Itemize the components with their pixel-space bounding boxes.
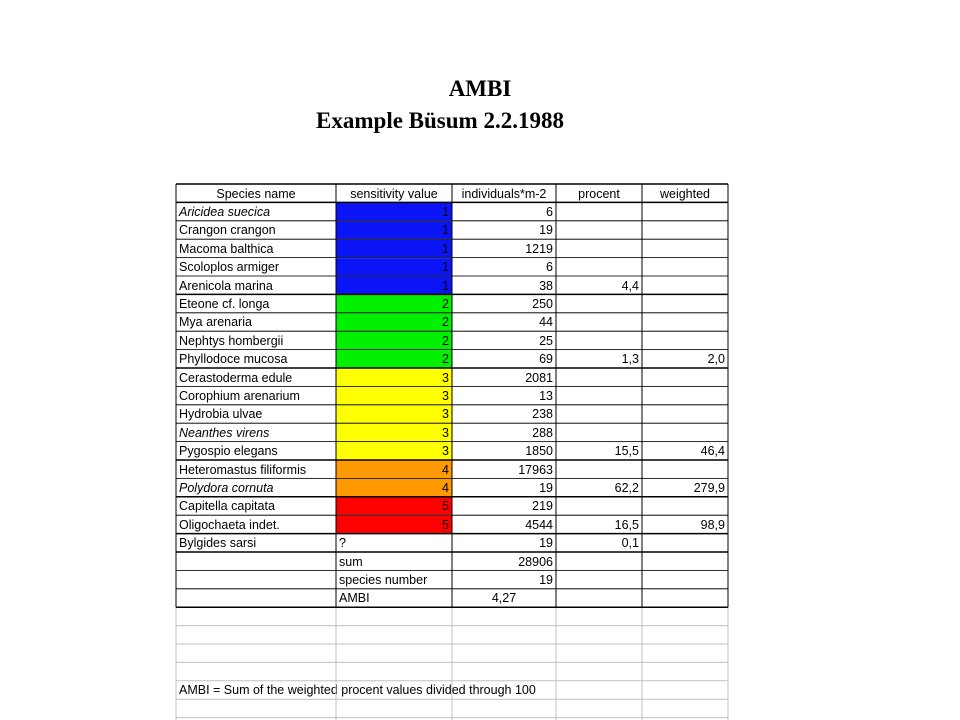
weighted-cell: 2,0 <box>707 352 725 367</box>
individuals-cell: 6 <box>546 204 553 219</box>
procent-cell: 4,4 <box>621 278 639 293</box>
page-title: AMBI <box>448 76 512 101</box>
procent-cell <box>556 295 642 313</box>
weighted-cell <box>642 405 728 423</box>
weighted-cell: 98,9 <box>700 517 725 532</box>
summary-label: AMBI <box>339 591 370 606</box>
procent-cell <box>556 461 642 479</box>
sensitivity-value-cell: 2 <box>442 333 449 348</box>
individuals-cell: 19 <box>539 536 553 551</box>
individuals-cell: 25 <box>539 333 553 348</box>
summary-value: 19 <box>539 572 553 587</box>
individuals-cell: 44 <box>539 315 553 330</box>
species-name-cell: Oligochaeta indet. <box>179 517 280 532</box>
weighted-cell <box>642 369 728 387</box>
weighted-cell <box>642 461 728 479</box>
weighted-cell <box>642 203 728 221</box>
sensitivity-value-cell: 4 <box>442 480 449 495</box>
species-name-cell: Macoma balthica <box>179 241 274 256</box>
individuals-cell: 38 <box>539 278 553 293</box>
weighted-cell <box>642 258 728 276</box>
sensitivity-value-cell: 3 <box>442 388 449 403</box>
weighted-cell <box>642 332 728 350</box>
species-name-cell: Bylgides sarsi <box>179 536 257 551</box>
header-weighted: weighted <box>659 186 711 201</box>
procent-cell <box>556 313 642 331</box>
summary-label: species number <box>339 572 428 587</box>
species-name-cell: Arenicola marina <box>179 278 273 293</box>
sensitivity-value-cell: 2 <box>442 352 449 367</box>
individuals-cell: 13 <box>539 388 553 403</box>
individuals-cell: 19 <box>539 480 553 495</box>
individuals-cell: 19 <box>539 223 553 238</box>
weighted-cell <box>642 387 728 405</box>
procent-cell <box>556 405 642 423</box>
procent-cell: 62,2 <box>614 480 639 495</box>
species-name-cell: Mya arenaria <box>179 315 252 330</box>
species-name-cell: Neanthes virens <box>179 425 270 440</box>
species-name-cell: Capitella capitata <box>179 499 275 514</box>
sensitivity-value-cell: 3 <box>442 370 449 385</box>
species-name-cell: Scoloplos armiger <box>179 260 280 275</box>
header-individuals: individuals*m-2 <box>461 186 547 201</box>
procent-cell <box>556 221 642 239</box>
page-subtitle: Example Büsum 2.2.1988 <box>316 108 564 133</box>
individuals-cell: 219 <box>532 499 553 514</box>
sensitivity-value-cell: 4 <box>442 462 449 477</box>
weighted-cell <box>642 277 728 295</box>
sensitivity-value-cell: 3 <box>442 444 449 459</box>
sensitivity-value-cell: 1 <box>442 278 449 293</box>
species-name-cell: Phyllodoce mucosa <box>179 352 288 367</box>
species-name-cell: Eteone cf. longa <box>179 296 270 311</box>
footnote-text: AMBI = Sum of the weighted procent values divided through 100 <box>179 683 536 698</box>
individuals-cell: 4544 <box>525 517 553 532</box>
summary-value: 4,27 <box>491 591 517 606</box>
weighted-cell <box>642 534 728 552</box>
procent-cell: 0,1 <box>621 536 639 551</box>
weighted-cell <box>642 240 728 258</box>
individuals-cell: 288 <box>532 425 553 440</box>
individuals-cell: 1850 <box>525 444 553 459</box>
species-name-cell: Cerastoderma edule <box>179 370 293 385</box>
sensitivity-value-cell: ? <box>339 536 346 551</box>
procent-cell: 15,5 <box>614 444 639 459</box>
weighted-cell <box>642 497 728 515</box>
procent-cell <box>556 387 642 405</box>
species-name-cell: Crangon crangon <box>179 223 276 238</box>
procent-cell <box>556 240 642 258</box>
procent-cell <box>556 258 642 276</box>
sensitivity-value-cell: 1 <box>442 204 449 219</box>
weighted-cell <box>642 313 728 331</box>
summary-value: 28906 <box>518 554 553 569</box>
weighted-cell <box>642 221 728 239</box>
weighted-cell: 279,9 <box>693 480 725 495</box>
sensitivity-value-cell: 3 <box>442 407 449 422</box>
procent-cell <box>556 203 642 221</box>
summary-label: sum <box>339 554 363 569</box>
individuals-cell: 1219 <box>525 241 553 256</box>
individuals-cell: 238 <box>532 407 553 422</box>
procent-cell <box>556 369 642 387</box>
individuals-cell: 250 <box>532 296 553 311</box>
species-name-cell: Corophium arenarium <box>179 388 300 403</box>
procent-cell <box>556 424 642 442</box>
sensitivity-value-cell: 3 <box>442 425 449 440</box>
header-sensitivity-value: sensitivity value <box>350 186 438 201</box>
sensitivity-value-cell: 2 <box>442 296 449 311</box>
species-name-cell: Hydrobia ulvae <box>179 407 263 422</box>
procent-cell: 1,3 <box>621 352 639 367</box>
procent-cell <box>556 497 642 515</box>
procent-cell <box>556 332 642 350</box>
sensitivity-value-cell: 5 <box>442 517 449 532</box>
procent-cell: 16,5 <box>614 517 639 532</box>
sensitivity-value-cell: 1 <box>442 260 449 275</box>
species-name-cell: Polydora cornuta <box>179 480 274 495</box>
header-procent: procent <box>578 186 620 201</box>
species-name-cell: Heteromastus filiformis <box>179 462 307 477</box>
weighted-cell <box>642 295 728 313</box>
individuals-cell: 17963 <box>518 462 553 477</box>
weighted-cell: 46,4 <box>700 444 725 459</box>
individuals-cell: 6 <box>546 260 553 275</box>
header-species-name: Species name <box>216 186 296 201</box>
species-name-cell: Aricidea suecica <box>179 204 271 219</box>
species-name-cell: Nephtys hombergii <box>179 333 284 348</box>
weighted-cell <box>642 424 728 442</box>
sensitivity-value-cell: 1 <box>442 223 449 238</box>
species-name-cell: Pygospio elegans <box>179 444 278 459</box>
individuals-cell: 69 <box>539 352 553 367</box>
sensitivity-value-cell: 2 <box>442 315 449 330</box>
sensitivity-value-cell: 1 <box>442 241 449 256</box>
individuals-cell: 2081 <box>525 370 553 385</box>
sensitivity-value-cell: 5 <box>442 499 449 514</box>
